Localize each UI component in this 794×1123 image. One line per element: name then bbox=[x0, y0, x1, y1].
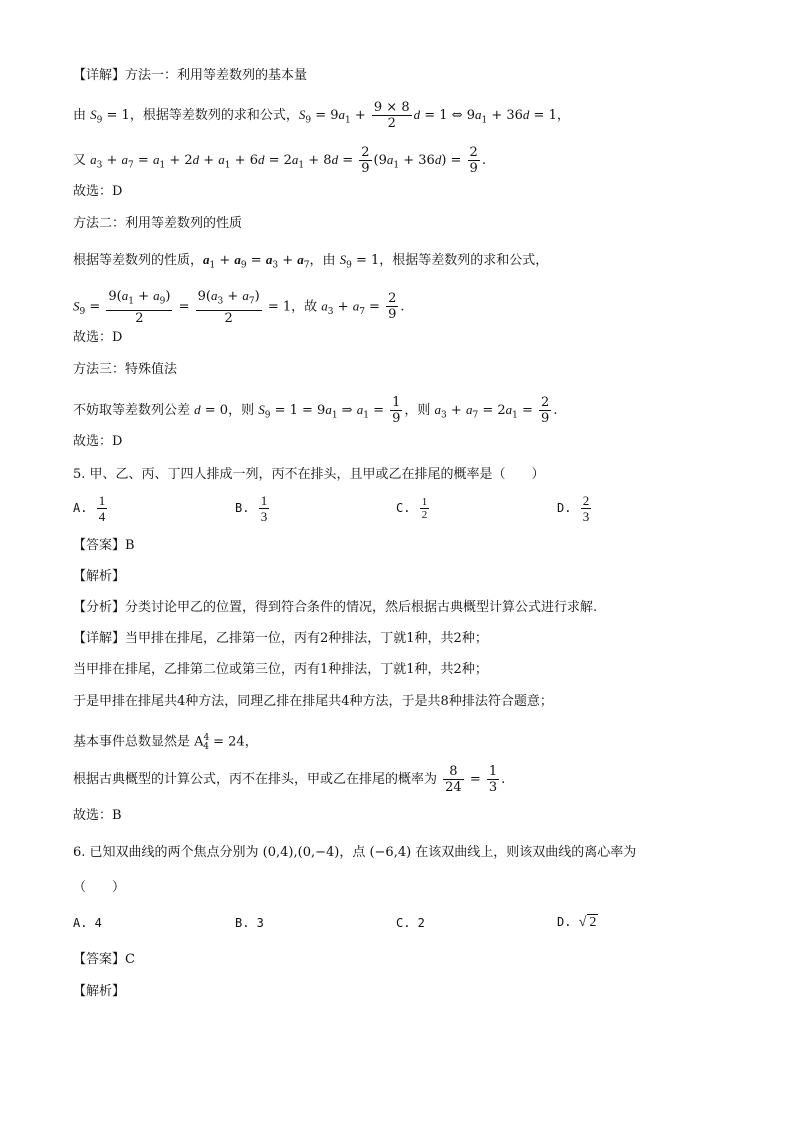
fraction: $\frac{1}{4}$ bbox=[98, 493, 106, 524]
text: ，根据等差数列的求和公式， bbox=[129, 108, 299, 123]
fraction: $\frac{8}{24}$ bbox=[445, 764, 462, 795]
text: 由 bbox=[73, 108, 91, 123]
q5-option-a bbox=[73, 493, 109, 524]
method2-line2: $S_9$ = $\frac{9(a_1 + a_9)}{2}$ = $\frac{9(a_3 + a_7)}{2}$ = 1，故 $a_3 + a_7$ = $\frac{2}{9}$ . bbox=[73, 288, 405, 326]
method2-answer: 故选：D bbox=[73, 330, 123, 345]
q5-answer bbox=[73, 536, 135, 556]
q6-analysis-label: 【解析】 bbox=[73, 984, 126, 999]
fraction: $\frac{2}{9}$ bbox=[469, 145, 478, 176]
answer-label: 【答案】 bbox=[73, 538, 126, 553]
text: ，则 bbox=[228, 403, 259, 418]
text: C. bbox=[396, 501, 411, 515]
q5-option-c bbox=[396, 496, 431, 521]
text: ，则 bbox=[404, 403, 435, 418]
fraction: $\frac{1}{2}$ bbox=[421, 496, 428, 521]
text: ，由 bbox=[309, 253, 340, 268]
q5-xiangjie-1: 【详解】当甲排在排尾，乙排第一位，丙有2种排法，丁就1种，共2种； bbox=[73, 631, 488, 646]
text: A. bbox=[73, 501, 88, 515]
answer-value: C bbox=[125, 952, 135, 967]
fraction: $\frac{9(a_1 + a_9)}{2}$ bbox=[108, 288, 171, 326]
q5-option-b bbox=[235, 493, 271, 524]
q5-xiangjie-4: 基本事件总数显然是 $A^4_4 = 24$， bbox=[73, 733, 258, 752]
fraction: $\frac{1}{9}$ bbox=[392, 395, 401, 426]
answer-value: B bbox=[125, 538, 135, 553]
text: D. bbox=[557, 915, 572, 929]
fraction: $\frac{2}{9}$ bbox=[361, 145, 370, 176]
q5-option-d bbox=[557, 493, 593, 524]
fraction: $\frac{2}{3}$ bbox=[582, 493, 590, 524]
fraction: $\frac{2}{9}$ bbox=[388, 291, 397, 323]
text: ，根据等差数列的求和公式， bbox=[379, 253, 549, 268]
q5-xiangjie-5: 根据古典概型的计算公式，丙不在排头，甲或乙在排尾的概率为 $\frac{8}{24}$ = $\frac{1}{3}$ . bbox=[73, 764, 506, 795]
q5-stem: 5. 甲、乙、丙、丁四人排成一列，丙不在排头，且甲或乙在排尾的概率是（ ） bbox=[73, 467, 545, 482]
text: D. bbox=[557, 501, 572, 515]
q6-option-c: C. 2 bbox=[396, 916, 425, 930]
method1-line1: 由 $S_9 = 1$，根据等差数列的求和公式，$S_9 = 9a_1$ + $\frac{9 \times 8}{2}$ d = 1 ⇔ $9a_1 + 36d = 1$， bbox=[73, 100, 570, 131]
q6-option-a: A. 4 bbox=[73, 916, 102, 930]
q5-analysis-label: 【解析】 bbox=[73, 569, 126, 584]
text: B. bbox=[235, 501, 250, 515]
q5-final: 故选：B bbox=[73, 808, 122, 823]
method3-line1: 不妨取等差数列公差 d = 0，则 $S_9 = 1 = 9a_1$ ⇒ $a_1$ = $\frac{1}{9}$ ，则 $a_3 + a_7 = 2a_1$ = $\frac{2}{9}$ . bbox=[73, 395, 558, 426]
method3-heading: 方法三：特殊值法 bbox=[73, 362, 178, 377]
q6-option-b: B. 3 bbox=[235, 916, 264, 930]
text: 基本事件总数显然是 bbox=[73, 734, 195, 750]
fraction: $\frac{9 \times 8}{2}$ bbox=[373, 100, 410, 131]
q6-answer bbox=[73, 950, 135, 970]
q6-option-d: D. √ 2 bbox=[557, 915, 597, 930]
method3-answer: 故选：D bbox=[73, 434, 123, 449]
text: ，故 bbox=[291, 299, 322, 315]
method1-answer: 故选：D bbox=[73, 184, 123, 199]
answer-label: 【答案】 bbox=[73, 952, 126, 967]
text: 又 bbox=[73, 153, 91, 168]
text: 不妨取等差数列公差 bbox=[73, 403, 195, 418]
q5-xiangjie-2: 当甲排在排尾，乙排第二位或第三位，丙有1种排法，丁就1种，共2种； bbox=[73, 662, 488, 677]
fraction: $\frac{2}{9}$ bbox=[541, 395, 550, 426]
method1-line2: 又 $a_3 + a_7 = a_1 + 2d + a_1 + 6d = 2a_1 + 8d$ = $\frac{2}{9}$ $(9a_1 + 36d)$ = $\frac{2}{9}$ . bbox=[73, 145, 486, 176]
text: 根据等差数列的性质， bbox=[73, 253, 204, 268]
method2-heading: 方法二：利用等差数列的性质 bbox=[73, 216, 243, 231]
q5-xiangjie-3: 于是甲排在排尾共4种方法，同理乙排在排尾共4种方法，于是共8种排法符合题意； bbox=[73, 694, 553, 709]
q6-stem: 6. 已知双曲线的两个焦点分别为 (0,4),(0,−4)，点 (−6,4) 在该双曲线上，则该双曲线的离心率为 bbox=[73, 845, 637, 860]
method1-heading: 【详解】方法一：利用等差数列的基本量 bbox=[73, 68, 308, 83]
method2-line1: 根据等差数列的性质，$a_1 + a_9 = a_3 + a_7$，由 $S_9 = 1$，根据等差数列的求和公式， bbox=[73, 252, 549, 271]
text: 根据古典概型的计算公式，丙不在排头，甲或乙在排尾的概率为 bbox=[73, 772, 442, 787]
q5-fenxi: 【分析】分类讨论甲乙的位置，得到符合条件的情况，然后根据古典概型计算公式进行求解. bbox=[73, 600, 598, 615]
fraction: $\frac{9(a_3 + a_7)}{2}$ bbox=[197, 288, 260, 326]
q6-paren: （ ） bbox=[73, 880, 126, 895]
fraction: $\frac{1}{3}$ bbox=[260, 493, 268, 524]
fraction: $\frac{1}{3}$ bbox=[488, 764, 498, 795]
